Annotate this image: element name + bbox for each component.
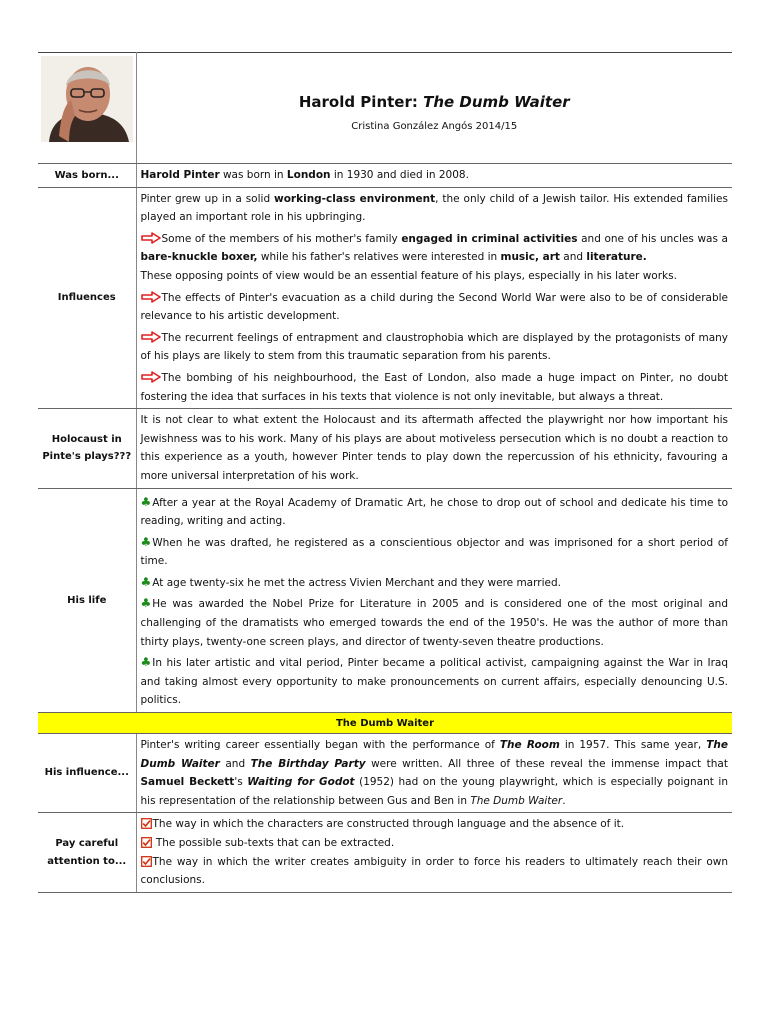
document-title	[138, 93, 732, 111]
text-span: 's	[234, 776, 248, 789]
clover-icon: ♣	[140, 494, 152, 509]
author-portrait	[41, 56, 133, 142]
bullet-paragraph	[141, 369, 729, 406]
text-span: The recurrent feelings of entrapment and claustrophobia which are displayed by the protagonists of many of his plays are likely to stem from this traumatic separation from his parents.	[140, 331, 728, 363]
text-span: .	[562, 794, 566, 807]
row-content	[136, 187, 732, 409]
text-span: while his father's relatives were interested in	[257, 251, 501, 264]
row-label: Pay careful attention to...	[38, 813, 136, 892]
row-born	[38, 164, 732, 188]
bullet-paragraph	[141, 815, 729, 834]
text-span: In his later artistic and vital period, Pinter became a political activist, campaigning against the War in Iraq and taking almost every opportunity to make pronouncements on current affairs, especially denouncing U.S. politics.	[140, 657, 728, 707]
paragraph: These opposing points of view would be an essential feature of his plays, especially in his later works.	[140, 269, 677, 282]
title-work: The Dumb Waiter	[423, 92, 570, 111]
text-span: and	[219, 757, 251, 770]
text-span: Pinter's writing career essentially began with the performance of	[140, 739, 500, 752]
bold-span: engaged in criminal activities	[401, 232, 578, 245]
red-arrow-icon	[141, 371, 161, 383]
text-span: Some of the members of his mother's family	[161, 232, 402, 245]
title-author: Harold Pinter:	[298, 92, 424, 111]
red-arrow-icon	[141, 232, 161, 244]
work-title: The Dumb Waiter	[140, 739, 728, 770]
row-content: It is not clear to what extent the Holocaust and its aftermath affected the playwright nor how important his Jewishness was to his work. Many of his plays are about motiveless persecution which is no doubt a reaction to this experience as a youth, however Pinter tends to play down the repercussion of his ethnicity, favouring a more universal interpretation of his work.	[136, 409, 732, 488]
bullet-paragraph	[141, 574, 729, 593]
bullet-paragraph	[141, 289, 729, 326]
bold-name: Samuel Beckett	[140, 776, 235, 789]
bold-span: working-class environment	[274, 192, 436, 205]
section-band-label: The Dumb Waiter	[38, 713, 732, 734]
summary-table	[38, 52, 732, 893]
row-content	[136, 734, 732, 813]
text-span: and	[559, 251, 587, 264]
section-band	[38, 713, 732, 734]
bullet-paragraph	[141, 834, 729, 853]
document-sheet	[38, 52, 732, 893]
row-content	[136, 813, 732, 892]
bullet-paragraph	[141, 654, 729, 710]
bullet-paragraph	[141, 329, 729, 366]
row-label: Holocaust in Pinte's plays???	[38, 409, 136, 488]
row-his-influence	[38, 734, 732, 813]
text-span: The possible sub-texts that can be extracted.	[152, 837, 395, 849]
text-span: (1952) had on the young playwright, which is especially poignant in his representation of the relationship between Gus and Ben in	[140, 776, 728, 807]
row-attention	[38, 813, 732, 892]
text-span: The bombing of his neighbourhood, the East of London, also made a huge impact on Pinter, no doubt fostering the idea that surfaces in his texts that violence is not only inevitable, but always a threat.	[140, 371, 728, 403]
clover-icon: ♣	[140, 534, 152, 549]
text-span: were written. All three of these reveal the immense impact that	[365, 757, 728, 770]
bullet-paragraph	[141, 534, 729, 571]
header-row	[38, 53, 732, 164]
row-label: Was born...	[38, 164, 136, 188]
text-span: The way in which the writer creates ambiguity in order to force his readers to ultimately reach their own conclusions.	[140, 855, 728, 887]
bold-span: bare-knuckle boxer,	[140, 251, 258, 264]
paragraph	[141, 190, 729, 227]
work-title: Waiting for Godot	[247, 776, 355, 789]
work-title: The Room	[499, 739, 560, 752]
row-life	[38, 488, 732, 713]
text-span: At age twenty-six he met the actress Vivien Merchant and they were married.	[152, 576, 561, 589]
photo-cell	[38, 53, 136, 164]
title-cell	[136, 53, 732, 164]
text-span: When he was drafted, he registered as a conscientious objector and was imprisoned for a short period of time.	[140, 536, 728, 568]
red-arrow-icon	[141, 331, 161, 343]
row-label: His influence...	[38, 734, 136, 813]
work-title: The Dumb Waiter	[470, 794, 563, 807]
checkbox-icon	[141, 837, 152, 848]
bold-span: literature.	[586, 251, 647, 264]
text-span: He was awarded the Nobel Prize for Literature in 2005 and is considered one of the most original and challenging of the dramatists who emerged towards the end of the 1950's. He was the author of more than thirty plays, twenty-one screen plays, and director of twenty-seven theatre productions.	[140, 598, 728, 648]
text-span: in 1957. This same year,	[559, 739, 707, 752]
row-label: His life	[38, 488, 136, 713]
clover-icon: ♣	[140, 574, 152, 589]
bold-span: music, art	[500, 251, 560, 264]
bold-place: London	[286, 169, 331, 181]
text-span: The effects of Pinter's evacuation as a child during the Second World War were also to be of considerable relevance to his artistic development.	[140, 291, 728, 323]
document-subtitle: Cristina González Angós 2014/15	[351, 120, 518, 132]
row-content	[136, 164, 732, 188]
clover-icon: ♣	[140, 655, 152, 670]
text-span: and one of his uncles was a	[577, 232, 728, 245]
text-span: Pinter grew up in a solid	[140, 192, 275, 205]
checkbox-icon	[141, 818, 152, 829]
work-title: The Birthday Party	[250, 757, 366, 770]
text-span: The way in which the characters are constructed through language and the absence of it.	[152, 818, 625, 831]
bullet-paragraph	[141, 595, 729, 651]
checkbox-icon	[141, 856, 152, 867]
row-content	[136, 488, 732, 713]
row-label: Influences	[38, 187, 136, 409]
text-span: in 1930 and died in 2008.	[330, 169, 469, 181]
clover-icon: ♣	[140, 596, 152, 611]
row-holocaust	[38, 409, 732, 488]
text-span: After a year at the Royal Academy of Dramatic Art, he chose to drop out of school and dedicate his time to reading, writing and acting.	[140, 496, 728, 528]
text-span: was born in	[219, 169, 287, 181]
bullet-paragraph	[141, 853, 729, 890]
text-span: , the only child of a Jewish tailor. His extended families played an important role in his upbringing.	[140, 192, 728, 224]
row-influences	[38, 187, 732, 409]
bullet-paragraph	[141, 230, 729, 267]
bold-name: Harold Pinter	[140, 169, 220, 181]
bullet-paragraph	[141, 494, 729, 531]
red-arrow-icon	[141, 291, 161, 303]
